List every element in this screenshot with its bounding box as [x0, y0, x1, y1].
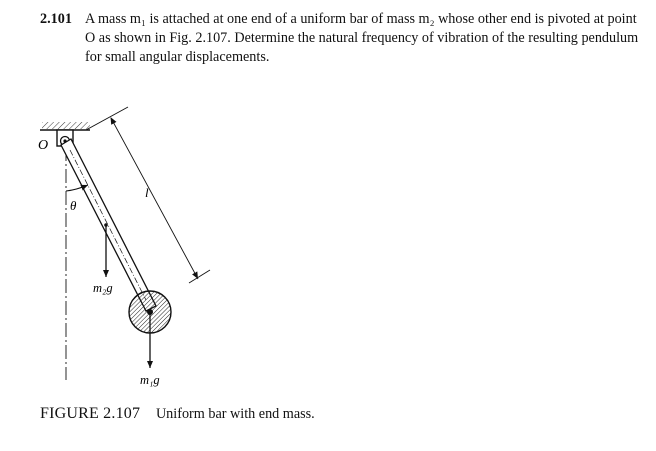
angle-label: θ: [70, 198, 77, 213]
ceiling-support: [40, 122, 90, 130]
mass-weight-label: m₁g: [140, 373, 160, 387]
figure-caption-text: Uniform bar with end mass.: [155, 406, 315, 422]
bar-weight-label: m₂g: [93, 281, 113, 295]
pivot-label: O: [38, 138, 49, 153]
length-label: l: [145, 185, 149, 200]
figure-caption: [40, 405, 315, 423]
problem-number: 2.101: [40, 11, 72, 27]
figure-number: FIGURE 2.107: [40, 405, 141, 422]
problem-text: A mass m₁ is attached at one end of a uniform bar of mass m₂ whose other end is pivoted at point O as shown in Fig. 2.107. Determine the natural frequency of vibration of the resulting pendulum for small angular displacements.: [85, 11, 639, 65]
